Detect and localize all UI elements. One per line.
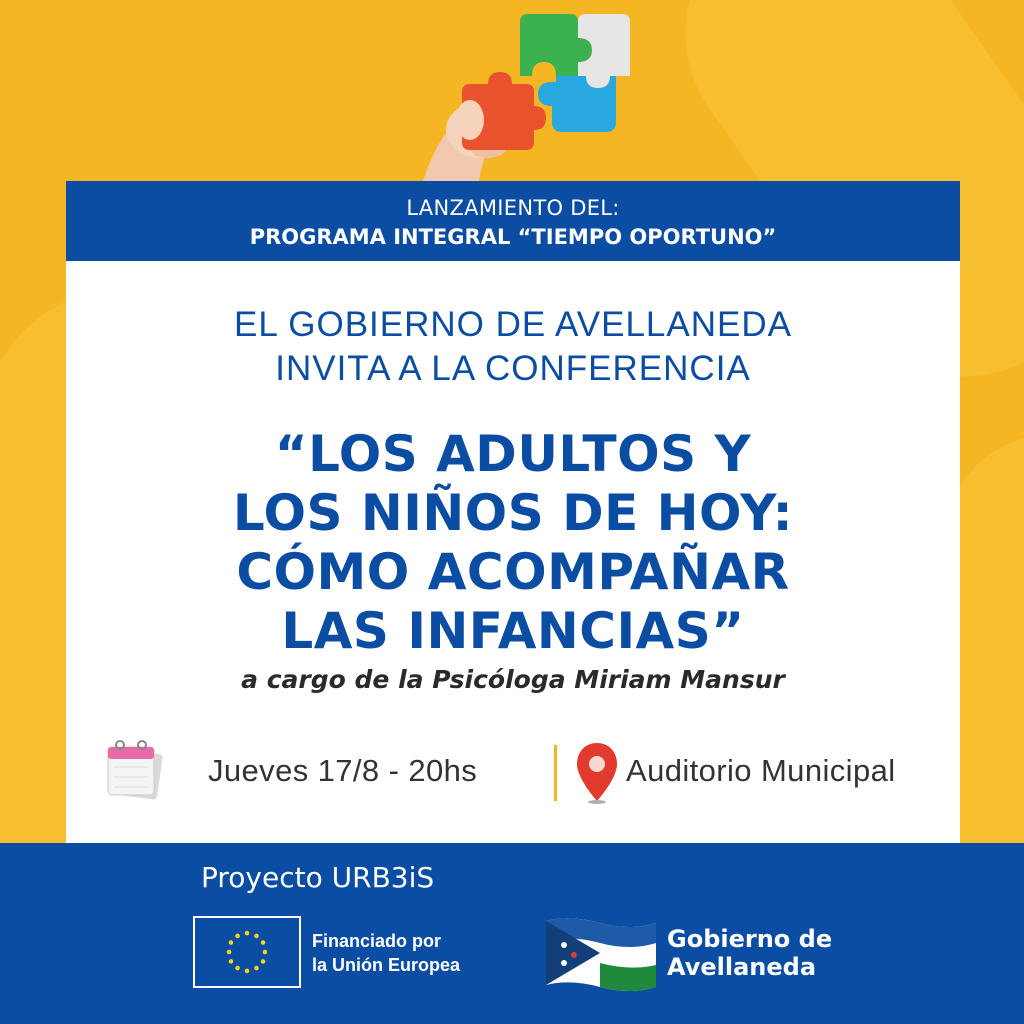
government-name	[667, 925, 832, 981]
content-card	[66, 181, 960, 843]
avellaneda-flag-icon	[540, 913, 660, 995]
eu-flag-icon	[193, 916, 301, 988]
conference-title	[66, 425, 960, 661]
banner-title: PROGRAMA INTEGRAL “TIEMPO OPORTUNO”	[249, 225, 777, 249]
puzzle-hand-icon	[0, 0, 1024, 190]
program-banner	[66, 181, 960, 261]
title-line: “LOS ADULTOS Y	[274, 425, 752, 483]
title-line: LOS NIÑOS DE HOY:	[232, 484, 794, 542]
eu-funding-line: la Unión Europea	[312, 955, 461, 975]
footer	[0, 843, 1024, 1024]
invitation-text	[66, 303, 960, 391]
title-line: CÓMO ACOMPAÑAR	[236, 543, 790, 601]
invitation-line: EL GOBIERNO DE AVELLANEDA	[234, 305, 792, 344]
event-date: Jueves 17/8 - 20hs	[208, 753, 478, 788]
event-venue: Auditorio Municipal	[626, 753, 896, 788]
banner-subtitle: LANZAMIENTO DEL:	[406, 196, 620, 220]
project-name: Proyecto URB3iS	[201, 861, 435, 894]
eu-funding-text	[312, 929, 460, 977]
government-line: Gobierno de	[667, 925, 833, 953]
speaker-credit: a cargo de la Psicóloga Miriam Mansur	[241, 665, 785, 694]
event-details	[100, 737, 940, 807]
title-line: LAS INFANCIAS”	[281, 602, 745, 660]
eu-funding-line: Financiado por	[312, 931, 442, 951]
calendar-icon	[100, 737, 164, 805]
divider	[554, 745, 557, 801]
government-line: Avellaneda	[667, 953, 817, 981]
map-pin-icon	[574, 741, 620, 805]
invitation-line: INVITA A LA CONFERENCIA	[275, 349, 751, 388]
